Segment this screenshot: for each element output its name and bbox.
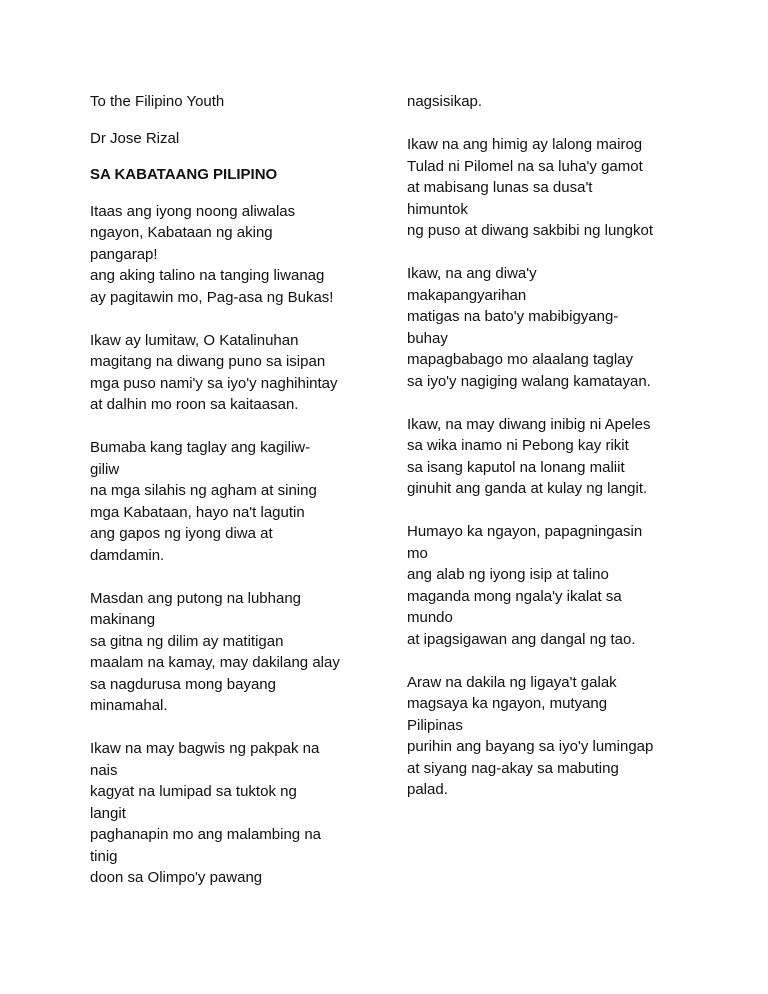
poem-line: Ikaw na may bagwis ng pakpak na [90, 740, 320, 757]
poem-line: nais [90, 761, 118, 779]
poem-line: at dalhin mo roon sa kaitaasan. [90, 396, 299, 413]
poem-line: sa nagdurusa mong bayang [90, 675, 276, 693]
poem-line: doon sa Olimpo'y pawang [90, 869, 263, 886]
poem-line: mga puso nami'y sa iyo'y naghihintay [90, 374, 338, 392]
poem-line: giliw [90, 460, 120, 478]
poem-line: kagyat na lumipad sa tuktok ng [90, 783, 297, 800]
poem-line: sa iyo'y nagiging walang kamatayan. [407, 372, 651, 390]
poem-line: nagsisikap. [407, 93, 483, 110]
poem-line: Bumaba kang taglay ang kagiliw- [90, 439, 311, 456]
poem-line: palad. [407, 781, 448, 798]
poem-line: na mga silahis ng agham at sining [90, 482, 317, 499]
poem-line: mga Kabataan, hayo na't lagutin [90, 503, 305, 521]
stanza [407, 263, 697, 392]
poem-line: damdamin. [90, 546, 165, 564]
poem-line: minamahal. [90, 697, 168, 714]
poem-line: at siyang nag-akay sa mabuting [407, 759, 619, 777]
poem-line: maalam na kamay, may dakilang alay [90, 654, 340, 671]
poem-line: matigas na bato'y mabibigyang- [407, 308, 619, 325]
stanza [407, 91, 697, 113]
poem-line: sa isang kaputol na lonang maliit [407, 458, 625, 476]
poem-line: Araw na dakila ng ligaya't galak [407, 673, 617, 691]
poem-line: Ikaw na ang himig ay lalong mairog [407, 136, 643, 153]
stanza [90, 330, 380, 416]
poem-line: pangarap! [90, 245, 158, 263]
poem-line: maganda mong ngala'y ikalat sa [407, 587, 622, 605]
poem-line: Ikaw, na ang diwa'y [407, 265, 537, 282]
poem-line: Pilipinas [407, 716, 463, 734]
poem-line: Masdan ang putong na lubhang [90, 589, 302, 607]
poem-line: ang gapos ng iyong diwa at [90, 525, 273, 542]
poem-line: ang aking talino na tanging liwanag [90, 267, 325, 284]
poem-line: ay pagitawin mo, Pag-asa ng Bukas! [90, 288, 334, 306]
stanza [90, 738, 380, 889]
poem-line: sa wika inamo ni Pebong kay rikit [407, 437, 629, 454]
poem-line: ang alab ng iyong isip at talino [407, 566, 609, 583]
poem-line: tinig [90, 847, 118, 865]
poem-line: ginuhit ang ganda at kulay ng langit. [407, 480, 648, 497]
poem-line: magitang na diwang puno sa isipan [90, 353, 326, 370]
stanza [407, 414, 697, 500]
poem-line: Ikaw, na may diwang inibig ni Apeles [407, 415, 651, 433]
stanza [407, 134, 697, 242]
stanza [407, 521, 697, 650]
poem-line: makapangyarihan [407, 286, 527, 304]
right-poem [407, 91, 697, 801]
poem-line: buhay [407, 329, 448, 347]
poem-line: paghanapin mo ang malambing na [90, 826, 321, 843]
poem-line: sa gitna ng dilim ay matitigan [90, 632, 284, 650]
poem-line: at mabisang lunas sa dusa't [407, 179, 593, 196]
poem-line: langit [90, 804, 126, 822]
poem-line: himuntok [407, 200, 468, 218]
stanza [90, 588, 380, 717]
poem-line: mapagbabago mo alaalang taglay [407, 351, 634, 368]
poem-line: Tulad ni Pilomel na sa luha'y gamot [407, 157, 643, 175]
poem-heading: SA KABATAANG PILIPINO [90, 166, 278, 183]
document-author: Dr Jose Rizal [90, 129, 180, 147]
poem-line: Humayo ka ngayon, papagningasin [407, 523, 643, 540]
left-column [90, 91, 380, 889]
poem-line: purihin ang bayang sa iyo'y lumingap [407, 738, 654, 755]
stanza [90, 437, 380, 566]
poem-line: Ikaw ay lumitaw, O Katalinuhan [90, 331, 299, 349]
poem-line: ng puso at diwang sakbibi ng lungkot [407, 222, 654, 239]
poem-line: ngayon, Kabataan ng aking [90, 224, 273, 241]
poem-line: mo [407, 544, 428, 562]
poem-line: magsaya ka ngayon, mutyang [407, 695, 608, 712]
poem-line: Itaas ang iyong noong aliwalas [90, 202, 296, 220]
stanza [407, 672, 697, 801]
poem-line: makinang [90, 611, 156, 628]
stanza [90, 201, 380, 309]
poem-line: mundo [407, 609, 453, 626]
poem-line: at ipagsigawan ang dangal ng tao. [407, 630, 636, 648]
document-title: To the Filipino Youth [90, 93, 225, 110]
right-column [407, 91, 697, 801]
left-poem [90, 201, 380, 889]
